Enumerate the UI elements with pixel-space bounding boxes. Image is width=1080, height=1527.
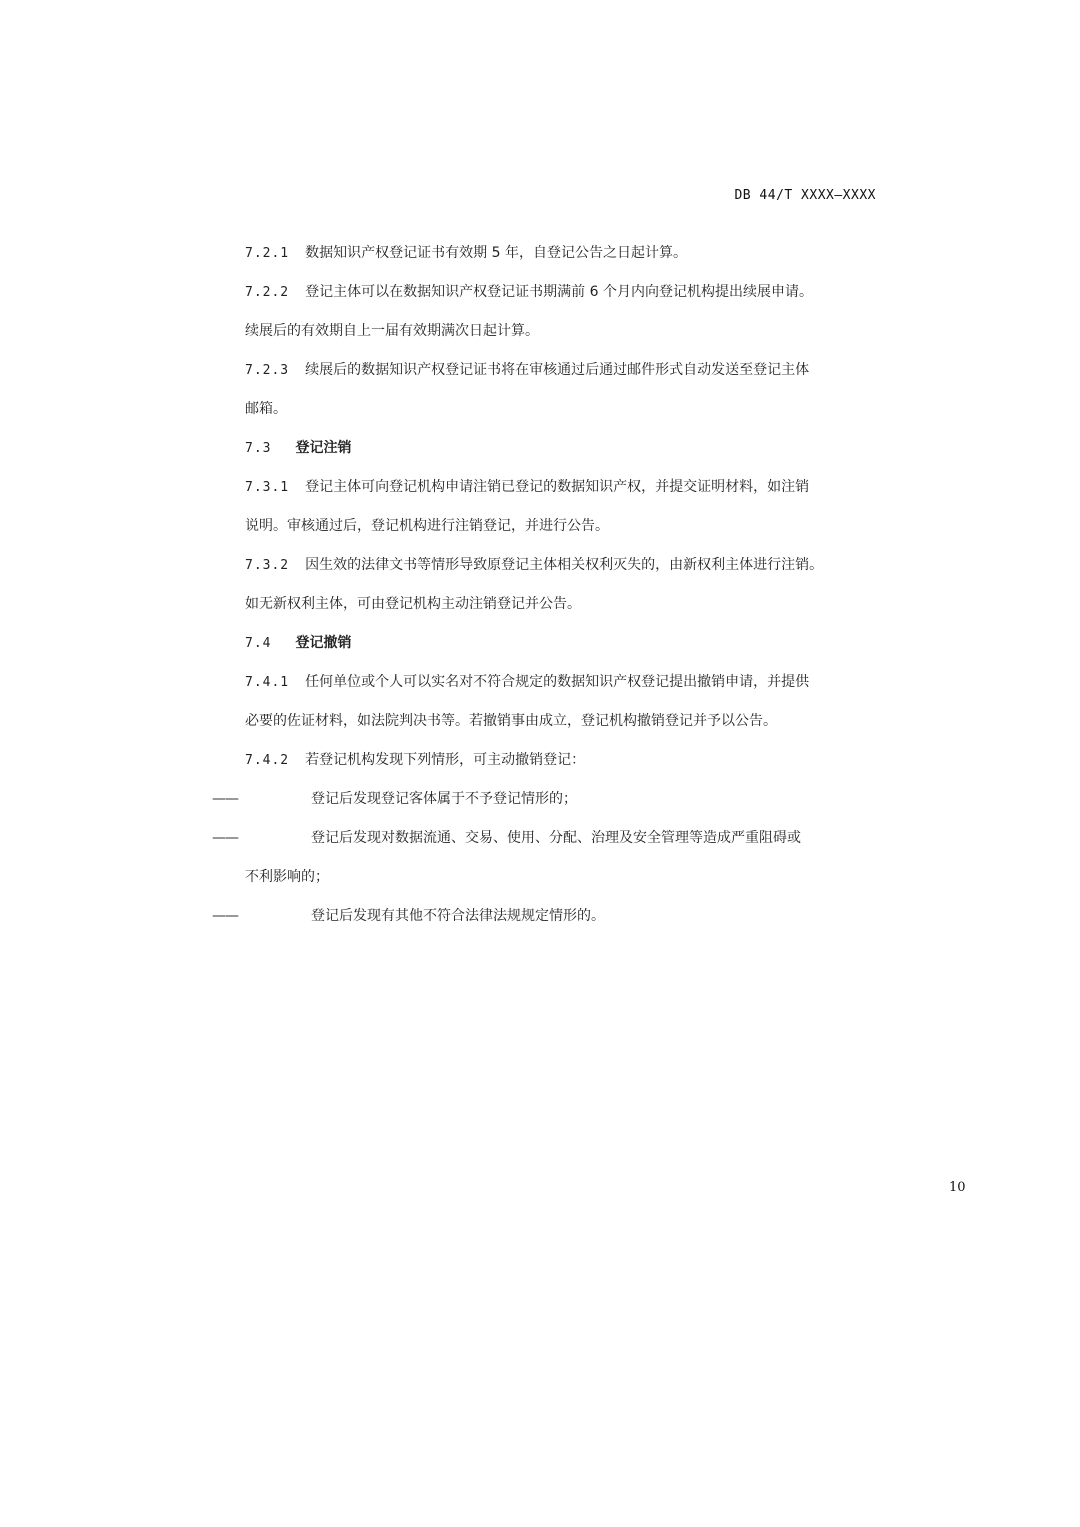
clause-7-2-3-continuation: 邮箱。 [245, 401, 287, 417]
clause-number: 7.4.1 [245, 675, 290, 690]
clause-7-3-1 [245, 468, 885, 507]
clause-number: 7.2.3 [245, 363, 290, 378]
clause-7-3-2 [245, 546, 885, 585]
list-dash: —— [212, 791, 238, 807]
clause-7-2-1 [245, 234, 885, 273]
section-number: 7.4 [245, 636, 272, 651]
clause-7-4-1 [245, 663, 885, 702]
clause-text: 登记主体可向登记机构申请注销已登记的数据知识产权，并提交证明材料，如注销 [305, 479, 810, 495]
clause-number: 7.3.2 [245, 558, 290, 573]
clause-text: 数据知识产权登记证书有效期 5 年，自登记公告之日起计算。 [305, 245, 687, 261]
clause-text: 因生效的法律文书等情形导致原登记主体相关权利灭失的，由新权利主体进行注销。 [305, 557, 824, 573]
clause-7-3-2-continuation: 如无新权利主体，可由登记机构主动注销登记并公告。 [245, 596, 581, 612]
page-header-doc-code: DB 44/T XXXX—XXXX [734, 188, 876, 203]
clause-7-4-1-continuation: 必要的佐证材料，如法院判决书等。若撤销事由成立，登记机构撤销登记并予以公告。 [245, 713, 777, 729]
section-title: 登记撤销 [295, 635, 352, 651]
clause-7-2-2 [245, 273, 885, 312]
clause-text: 若登记机构发现下列情形，可主动撤销登记： [305, 752, 586, 768]
section-number: 7.3 [245, 441, 272, 456]
list-item-text: 登记后发现对数据流通、交易、使用、分配、治理及安全管理等造成严重阻碍或 [311, 830, 801, 846]
list-item-text: 登记后发现登记客体属于不予登记情形的； [311, 791, 577, 807]
section-heading-7-4 [245, 624, 885, 663]
clause-7-4-2 [245, 741, 885, 780]
clause-number: 7.4.2 [245, 753, 290, 768]
clause-number: 7.2.1 [245, 246, 290, 261]
section-heading-7-3 [245, 429, 885, 468]
list-item-text: 登记后发现有其他不符合法律法规规定情形的。 [311, 908, 605, 924]
clause-text: 任何单位或个人可以实名对不符合规定的数据知识产权登记提出撤销申请，并提供 [305, 674, 810, 690]
list-dash: —— [212, 830, 238, 846]
clause-number: 7.3.1 [245, 480, 290, 495]
clause-number: 7.2.2 [245, 285, 290, 300]
list-item-continuation: 不利影响的； [245, 869, 329, 885]
page-number: 10 [949, 1180, 966, 1195]
clause-7-3-1-continuation: 说明。审核通过后，登记机构进行注销登记，并进行公告。 [245, 518, 609, 534]
clause-7-2-3 [245, 351, 885, 390]
clause-7-2-2-continuation: 续展后的有效期自上一届有效期满次日起计算。 [245, 323, 539, 339]
section-title: 登记注销 [295, 440, 352, 456]
list-dash: —— [212, 908, 238, 924]
clause-text: 登记主体可以在数据知识产权登记证书期满前 6 个月内向登记机构提出续展申请。 [305, 284, 813, 300]
clause-text: 续展后的数据知识产权登记证书将在审核通过后通过邮件形式自动发送至登记主体 [305, 362, 810, 378]
